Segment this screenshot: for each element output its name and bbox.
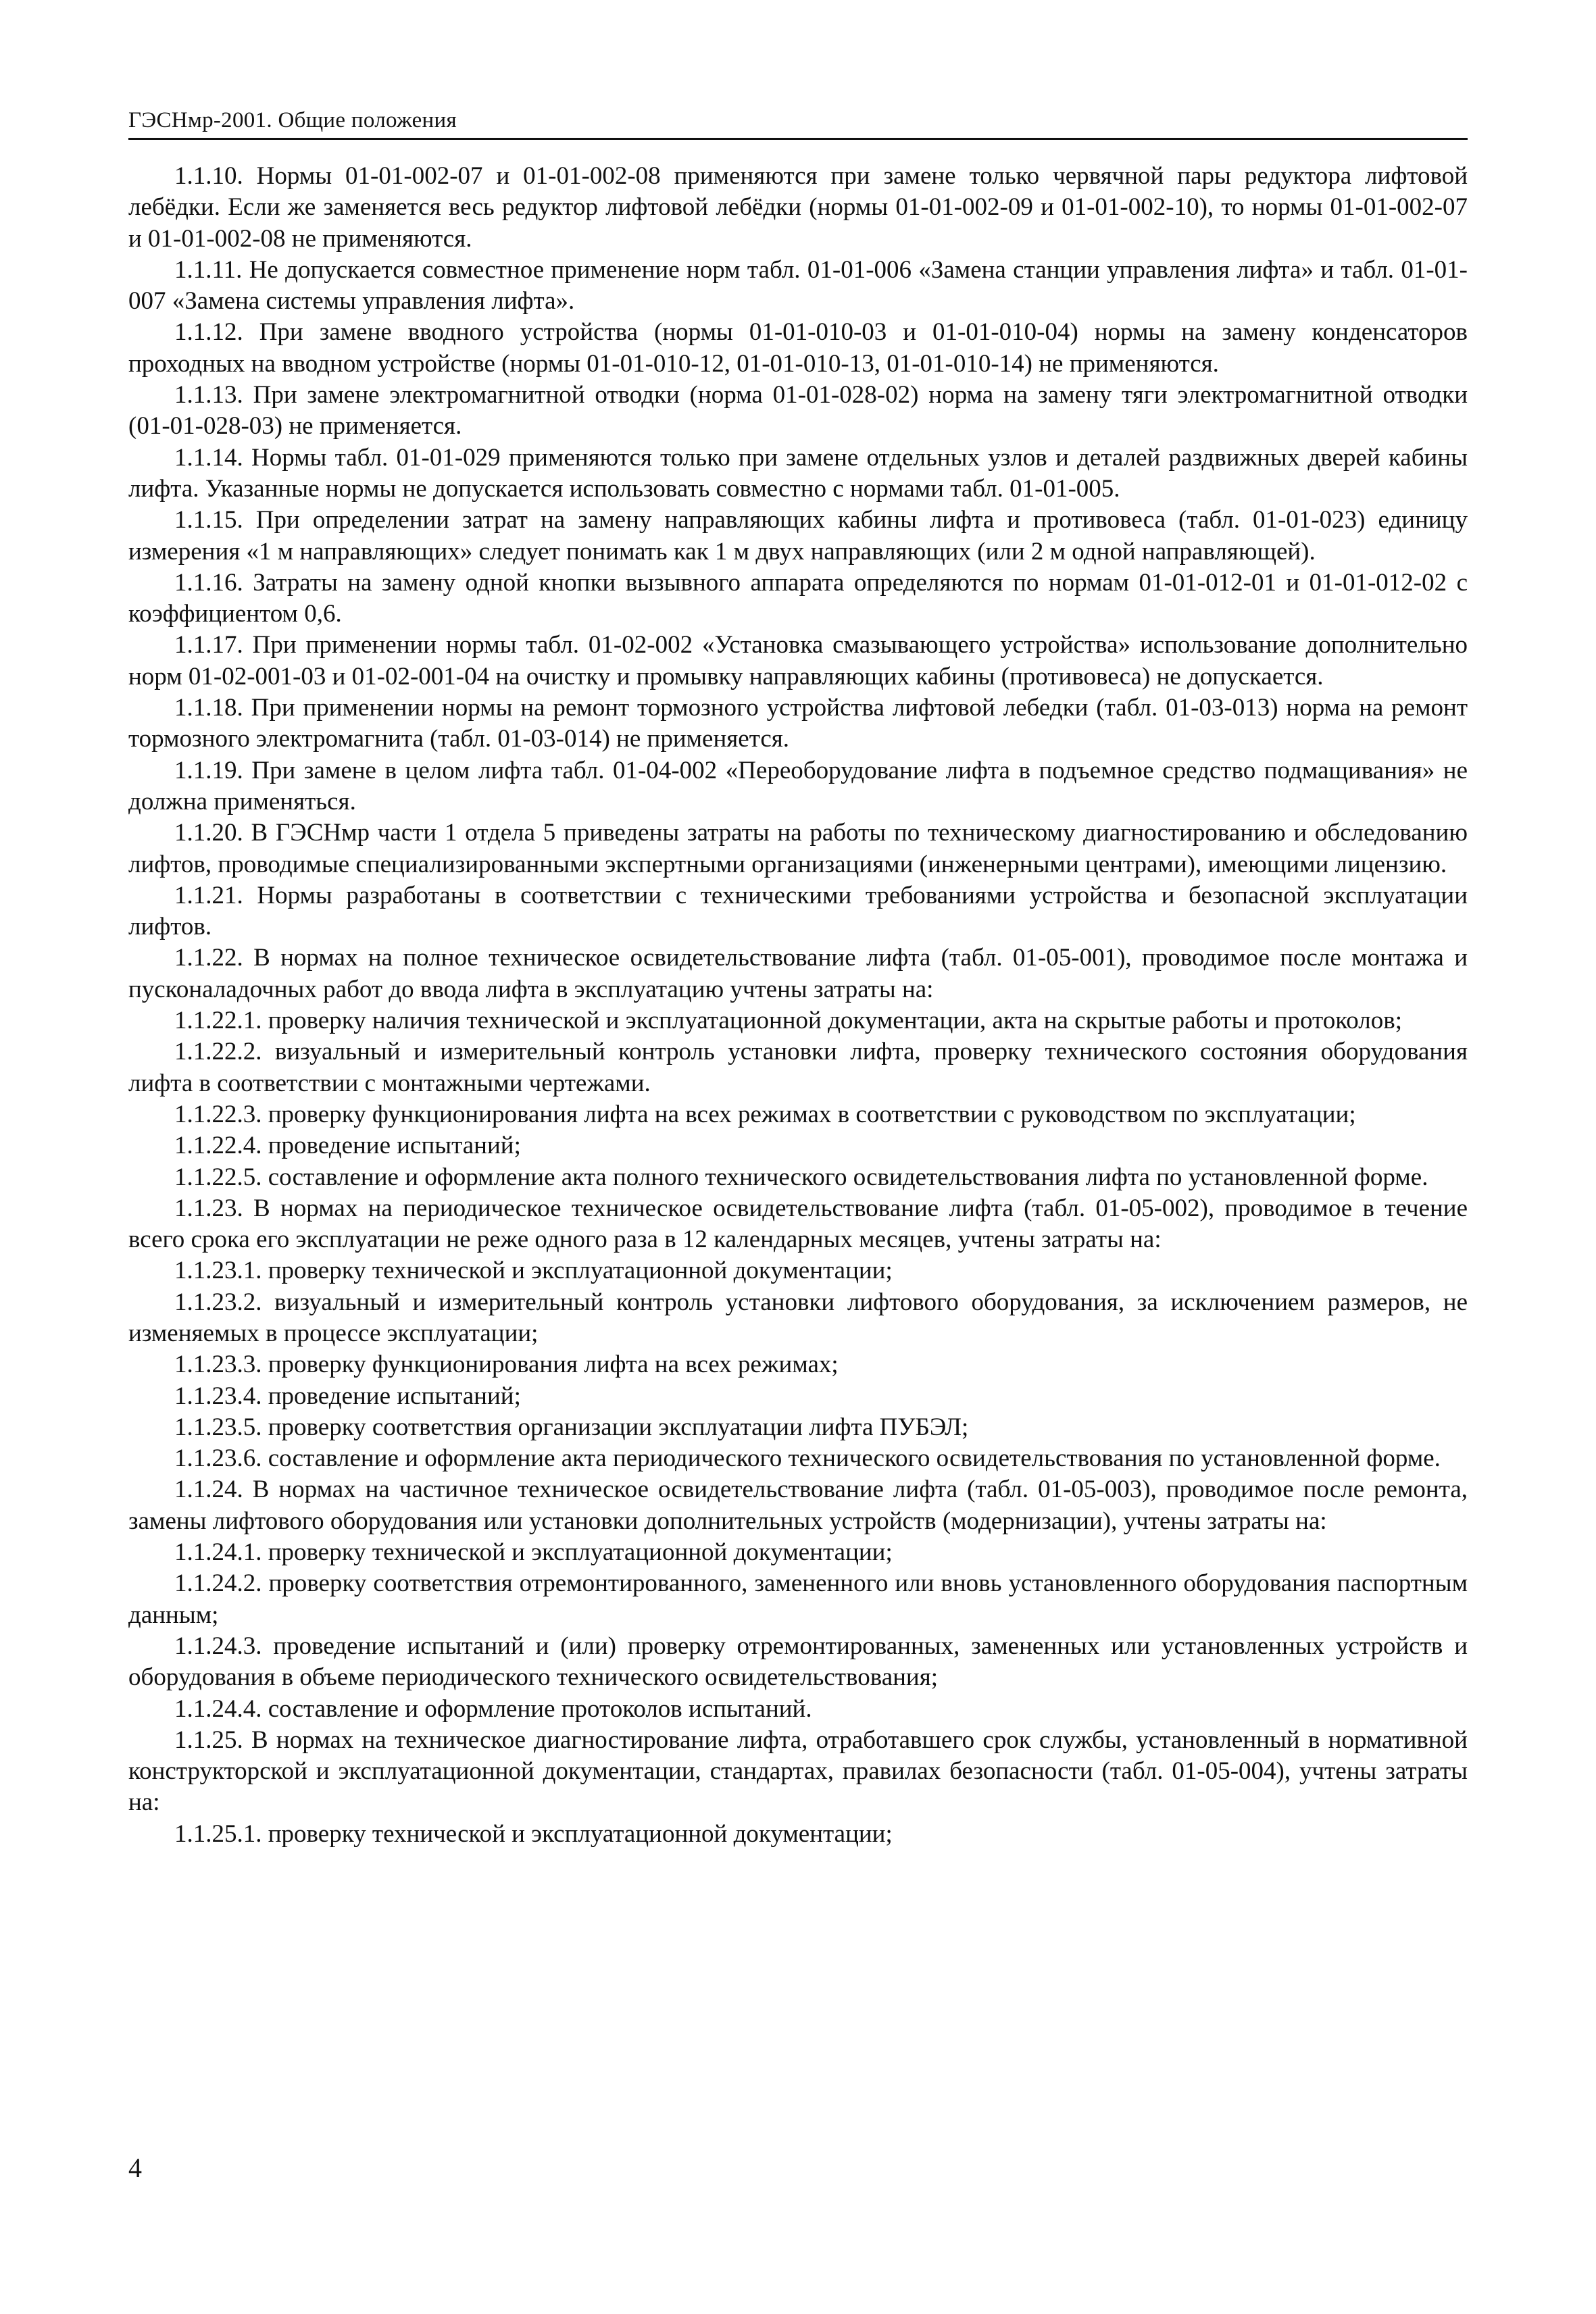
paragraph-1-1-23-5: 1.1.23.5. проверку соответствия организации эксплуатации лифта ПУБЭЛ;: [174, 1413, 969, 1441]
paragraph-1-1-21: 1.1.21. Нормы разработаны в соответствии с техническими требованиями устройства и безопасной эксплуатации лифтов.: [128, 881, 1468, 941]
paragraph-1-1-25-1: 1.1.25.1. проверку технической и эксплуатационной документации;: [174, 1819, 893, 1848]
paragraph-1-1-11: 1.1.11. Не допускается совместное применение норм табл. 01-01-006 «Замена станции управления лифта» и табл. 01-01-007 «Замена системы управления лифта».: [128, 255, 1468, 316]
paragraph-1-1-22-3: 1.1.22.3. проверку функционирования лифта на всех режимах в соответствии с руководством по эксплуатации;: [174, 1100, 1356, 1128]
paragraph-1-1-25: 1.1.25. В нормах на техническое диагностирование лифта, отработавшего срок службы, установленный в нормативной конструкторской и эксплуатационной документации, стандартах, правилах безопасности (табл. 01-05-004), учтены затраты на:: [128, 1726, 1468, 1817]
paragraph-1-1-23-4: 1.1.23.4. проведение испытаний;: [174, 1382, 521, 1410]
paragraph-1-1-19: 1.1.19. При замене в целом лифта табл. 01-04-002 «Переоборудование лифта в подъемное средство подмащивания» не должна применяться.: [128, 756, 1468, 815]
paragraph-1-1-22-1: 1.1.22.1. проверку наличия технической и эксплуатационной документации, акта на скрытые работы и протоколов;: [174, 1007, 1403, 1035]
paragraph-1-1-23-2: 1.1.23.2. визуальный и измерительный контроль установки лифтового оборудования, за исключением размеров, не изменяемых в процессе эксплуатации;: [128, 1288, 1468, 1347]
paragraph-1-1-18: 1.1.18. При применении нормы на ремонт тормозного устройства лифтовой лебедки (табл. 01-03-013) норма на ремонт тормозного электромагнита (табл. 01-03-014) не применяется.: [128, 694, 1468, 753]
document-body: [128, 161, 1468, 1850]
paragraph-1-1-16: 1.1.16. Затраты на замену одной кнопки вызывного аппарата определяются по нормам 01-01-012-01 и 01-01-012-02 с коэффициентом 0,6.: [128, 568, 1468, 628]
paragraph-1-1-22-2: 1.1.22.2. визуальный и измерительный контроль установки лифта, проверку технического состояния оборудования лифта в соответствии с монтажными чертежами.: [128, 1038, 1468, 1097]
paragraph-1-1-24-1: 1.1.24.1. проверку технической и эксплуатационной документации;: [174, 1538, 893, 1567]
paragraph-1-1-15: 1.1.15. При определении затрат на замену направляющих кабины лифта и противовеса (табл. 01-01-023) единицу измерения «1 м направляющих» следует понимать как 1 м двух направляющих (или 2 м одной направляющей).: [128, 506, 1468, 565]
paragraph-1-1-22-4: 1.1.22.4. проведение испытаний;: [174, 1132, 521, 1160]
paragraph-1-1-10: 1.1.10. Нормы 01-01-002-07 и 01-01-002-08 применяются при замене только червячной пары редуктора лифтовой лебёдки. Если же заменяется весь редуктор лифтовой лебёдки (нормы 01-01-002-09 и 01-01-002-10), то нормы 01-01-002-07 и 01-01-002-08 не применяются.: [128, 162, 1468, 253]
paragraph-1-1-13: 1.1.13. При замене электромагнитной отводки (норма 01-01-028-02) норма на замену тяги электромагнитной отводки (01-01-028-03) не применяется.: [128, 381, 1468, 441]
paragraph-1-1-23-3: 1.1.23.3. проверку функционирования лифта на всех режимах;: [174, 1351, 839, 1379]
paragraph-1-1-17: 1.1.17. При применении нормы табл. 01-02-002 «Установка смазывающего устройства» использование дополнительно норм 01-02-001-03 и 01-02-001-04 на очистку и промывку направляющих кабины (противовеса) не допускается.: [128, 631, 1468, 690]
paragraph-1-1-23-6: 1.1.23.6. составление и оформление акта периодического технического освидетельствования по установленной форме.: [174, 1444, 1441, 1473]
header-divider: [128, 138, 1468, 140]
page-number: 4: [128, 2153, 142, 2183]
running-header: ГЭСНмр-2001. Общие положения: [128, 108, 457, 132]
paragraph-1-1-14: 1.1.14. Нормы табл. 01-01-029 применяются только при замене отдельных узлов и деталей раздвижных дверей кабины лифта. Указанные нормы не допускается использовать совместно с нормами табл. 01-01-005.: [128, 443, 1468, 503]
paragraph-1-1-24-4: 1.1.24.4. составление и оформление протоколов испытаний.: [174, 1694, 812, 1723]
paragraph-1-1-23: 1.1.23. В нормах на периодическое техническое освидетельствование лифта (табл. 01-05-002), проводимое в течение всего срока его эксплуатации не реже одного раза в 12 календарных месяцев, учтены затраты на:: [128, 1194, 1468, 1254]
paragraph-1-1-24-3: 1.1.24.3. проведение испытаний и (или) проверку отремонтированных, замененных или установленных устройств и оборудования в объеме периодического технического освидетельствования;: [128, 1632, 1468, 1692]
paragraph-1-1-24: 1.1.24. В нормах на частичное техническое освидетельствование лифта (табл. 01-05-003), проводимое после ремонта, замены лифтового оборудования или установки дополнительных устройств (модернизации), учтены затраты на:: [128, 1476, 1468, 1535]
paragraph-1-1-24-2: 1.1.24.2. проверку соответствия отремонтированного, замененного или вновь установленного оборудования паспортным данным;: [128, 1569, 1468, 1629]
paragraph-1-1-23-1: 1.1.23.1. проверку технической и эксплуатационной документации;: [174, 1257, 893, 1285]
paragraph-1-1-20: 1.1.20. В ГЭСНмр части 1 отдела 5 приведены затраты на работы по техническому диагностированию и обследованию лифтов, проводимые специализированными экспертными организациями (инженерными центрами), имеющими лицензию.: [128, 819, 1468, 878]
paragraph-1-1-22-5: 1.1.22.5. составление и оформление акта полного технического освидетельствования лифта по установленной форме.: [174, 1163, 1428, 1191]
paragraph-1-1-12: 1.1.12. При замене вводного устройства (нормы 01-01-010-03 и 01-01-010-04) нормы на замену конденсаторов проходных на вводном устройстве (нормы 01-01-010-12, 01-01-010-13, 01-01-010-14) не применяются.: [128, 318, 1468, 378]
paragraph-1-1-22: 1.1.22. В нормах на полное техническое освидетельствование лифта (табл. 01-05-001), проводимое после монтажа и пусконаладочных работ до ввода лифта в эксплуатацию учтены затраты на:: [128, 944, 1468, 1003]
